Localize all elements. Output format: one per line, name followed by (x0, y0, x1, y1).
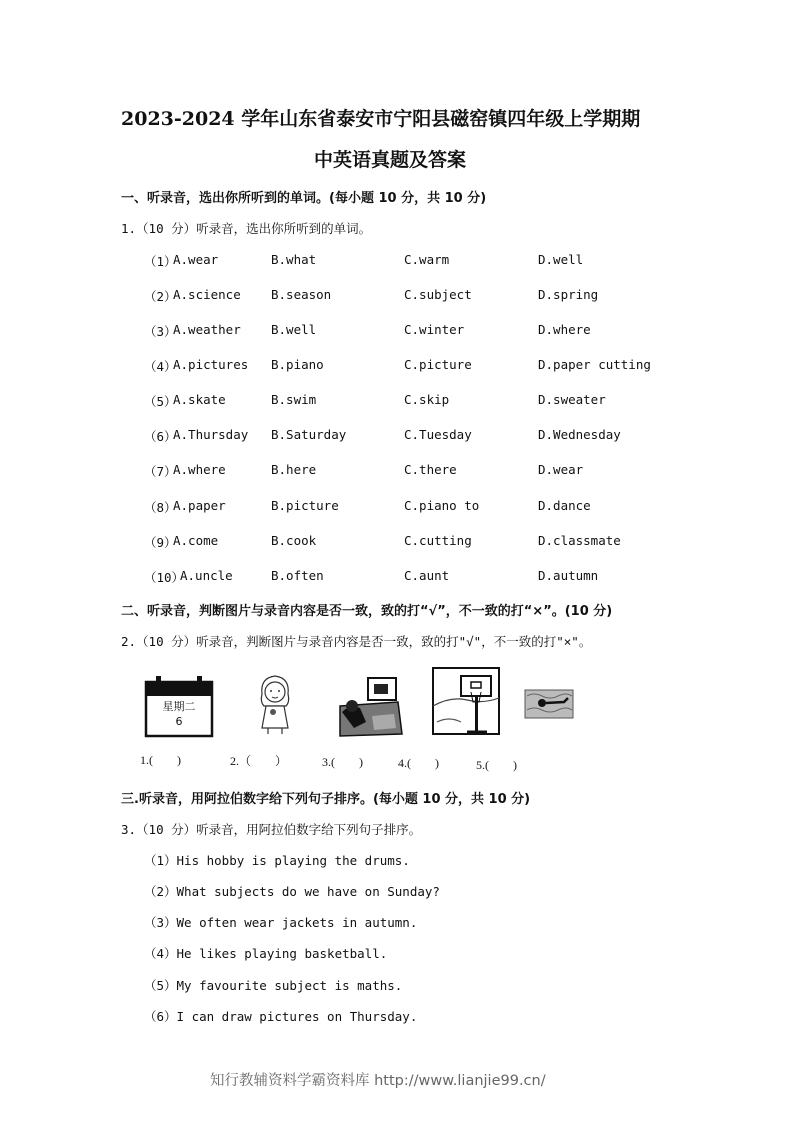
option-a: A.where (173, 462, 226, 477)
option-number: （5） (144, 394, 177, 409)
option-b: B.Saturday (271, 427, 347, 442)
calendar-day: 6 (175, 715, 183, 728)
sentence-item: （2）What subjects do we have on Sunday? (144, 884, 440, 899)
option-b: B.here (271, 462, 317, 477)
option-c: C.warm (404, 252, 450, 267)
option-b: B.what (271, 252, 317, 267)
option-number: （10） (144, 570, 185, 585)
option-d: D.Wednesday (538, 427, 621, 442)
answer-blank-1[interactable]: 1.( ) (140, 753, 181, 767)
option-b: B.swim (271, 392, 317, 407)
option-a: A.pictures (173, 357, 249, 372)
option-number: （3） (144, 324, 177, 339)
answer-blank-4[interactable]: 4.( ) (398, 756, 439, 770)
section1-heading: 一、听录音，选出你所听到的单词。(每小题 10 分，共 10 分) (121, 191, 487, 206)
question-2: 2.（10 分）听录音，判断图片与录音内容是否一致，致的打"√"，不一致的打"×"。 (121, 634, 592, 649)
computer-desk-picture (336, 676, 404, 740)
option-b: B.cook (271, 533, 317, 548)
option-c: C.picture (404, 357, 472, 372)
option-number: （9） (144, 535, 177, 550)
option-a: A.uncle (180, 568, 233, 583)
option-c: C.subject (404, 287, 472, 302)
option-a: A.Thursday (173, 427, 249, 442)
swimming-picture (524, 686, 574, 722)
option-number: （2） (144, 289, 177, 304)
option-a: A.wear (173, 252, 219, 267)
option-number: （6） (144, 429, 177, 444)
girl-picture (254, 672, 296, 736)
option-a: A.paper (173, 498, 226, 513)
option-c: C.there (404, 462, 457, 477)
option-a: A.skate (173, 392, 226, 407)
answer-blank-3[interactable]: 3.( ) (322, 755, 363, 769)
option-c: C.winter (404, 322, 465, 337)
option-a: A.science (173, 287, 241, 302)
option-d: D.classmate (538, 533, 621, 548)
option-number: （7） (144, 464, 177, 479)
option-a: A.weather (173, 322, 241, 337)
sentence-item: （3）We often wear jackets in autumn. (144, 915, 418, 930)
option-b: B.well (271, 322, 317, 337)
option-number: （8） (144, 500, 177, 515)
question-1: 1.（10 分）听录音，选出你所听到的单词。 (121, 221, 372, 236)
option-number: （1） (144, 254, 177, 269)
option-c: C.aunt (404, 568, 450, 583)
option-b: B.picture (271, 498, 339, 513)
option-d: D.paper cutting (538, 357, 651, 372)
question-3: 3.（10 分）听录音，用阿拉伯数字给下列句子排序。 (121, 822, 422, 837)
answer-blank-2[interactable]: 2.（ ） (230, 754, 288, 768)
footer-source: 知行教辅资料学霸资料库 http://www.lianjie99.cn/ (210, 1073, 546, 1089)
option-a: A.come (173, 533, 219, 548)
option-d: D.wear (538, 462, 584, 477)
option-b: B.piano (271, 357, 324, 372)
page-title-line2: 中英语真题及答案 (314, 149, 467, 171)
option-c: C.cutting (404, 533, 472, 548)
option-b: B.often (271, 568, 324, 583)
basketball-picture (431, 666, 501, 736)
answer-blank-5[interactable]: 5.( ) (476, 758, 517, 772)
option-d: D.dance (538, 498, 591, 513)
sentence-item: （4）He likes playing basketball. (144, 946, 388, 961)
option-d: D.where (538, 322, 591, 337)
option-d: D.sweater (538, 392, 606, 407)
sentence-item: （5）My favourite subject is maths. (144, 978, 403, 993)
option-d: D.autumn (538, 568, 599, 583)
sentence-item: （6）I can draw pictures on Thursday. (144, 1009, 418, 1024)
section2-heading: 二、听录音，判断图片与录音内容是否一致，致的打“√”，不一致的打“×”。(10 分) (121, 604, 613, 619)
sentence-item: （1）His hobby is playing the drums. (144, 853, 410, 868)
option-c: C.piano to (404, 498, 480, 513)
option-number: （4） (144, 359, 177, 374)
option-d: D.spring (538, 287, 599, 302)
option-d: D.well (538, 252, 584, 267)
option-c: C.skip (404, 392, 450, 407)
page-title-line1: 2023-2024 学年山东省泰安市宁阳县磁窑镇四年级上学期期 (121, 108, 641, 130)
option-c: C.Tuesday (404, 427, 472, 442)
calendar-weekday: 星期二 (162, 700, 196, 713)
calendar-picture (144, 674, 214, 738)
option-b: B.season (271, 287, 332, 302)
section3-heading: 三.听录音，用阿拉伯数字给下列句子排序。(每小题 10 分，共 10 分) (121, 792, 531, 807)
